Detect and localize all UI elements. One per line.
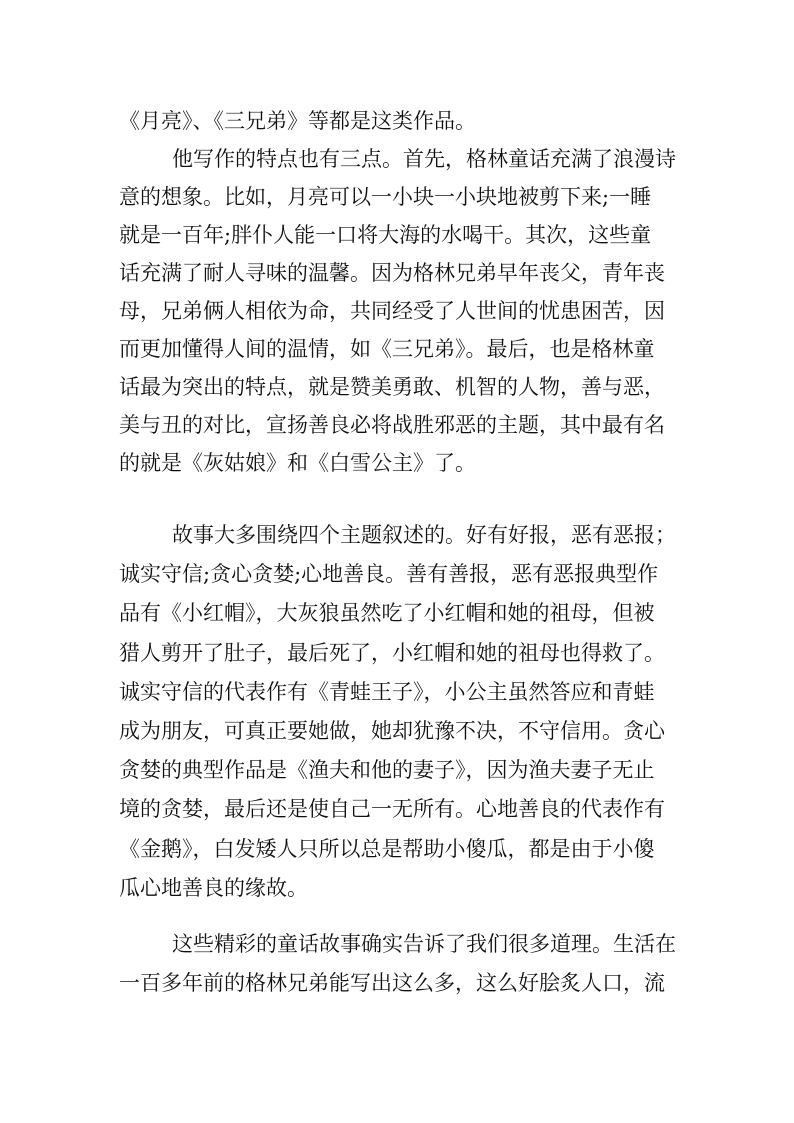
text-line: 而更加懂得人间的温情，如《三兄弟》。最后，也是格林童 — [119, 337, 655, 361]
text-line: 境的贪婪，最后还是使自己一无所有。心地善良的代表作有 — [119, 797, 665, 821]
text-line: 品有《小红帽》，大灰狼虽然吃了小红帽和她的祖母，但被 — [119, 601, 655, 625]
text-line: 《金鹅》，白发矮人只所以总是帮助小傻瓜，都是由于小傻 — [119, 837, 655, 861]
text-line: 这些精彩的童话故事确实告诉了我们很多道理。生活在 — [172, 932, 676, 956]
text-line: 意的想象。比如，月亮可以一小块一小块地被剪下来;一睡 — [119, 185, 652, 209]
text-line: 话充满了耐人寻味的温馨。因为格林兄弟早年丧父，青年丧 — [119, 261, 665, 285]
text-line: 话最为突出的特点，就是赞美勇敢、机智的人物，善与恶， — [119, 375, 665, 399]
text-line: 母，兄弟俩人相依为命，共同经受了人世间的忧患困苦，因 — [119, 299, 665, 323]
text-line: 他写作的特点也有三点。首先，格林童话充满了浪漫诗 — [172, 147, 676, 171]
text-line: 的就是《灰姑娘》和《白雪公主》了。 — [119, 451, 476, 475]
text-line: 瓜心地善良的缘故。 — [119, 876, 308, 900]
text-line: 《月亮》、《三兄弟》等都是这类作品。 — [119, 109, 476, 133]
text-line: 就是一百年;胖仆人能一口将大海的水喝干。其次，这些童 — [119, 223, 652, 247]
text-line: 诚实守信的代表作有《青蛙王子》，小公主虽然答应和青蛙 — [119, 680, 655, 704]
text-line: 贪婪的典型作品是《渔夫和他的妻子》，因为渔夫妻子无止 — [119, 758, 655, 782]
text-line: 成为朋友，可真正要她做，她却犹豫不决，不守信用。贪心 — [119, 719, 665, 743]
text-line: 猎人剪开了肚子，最后死了，小红帽和她的祖母也得救了。 — [119, 641, 665, 665]
text-line: 美与丑的对比，宣扬善良必将战胜邪恶的主题，其中最有名 — [119, 413, 665, 437]
text-line: 诚实守信;贪心贪婪;心地善良。善有善报，恶有恶报典型作 — [119, 562, 659, 586]
text-line: 故事大多围绕四个主题叙述的。好有好报，恶有恶报； — [172, 523, 676, 547]
text-line: 一百多年前的格林兄弟能写出这么多，这么好脍炙人口，流 — [119, 971, 665, 995]
